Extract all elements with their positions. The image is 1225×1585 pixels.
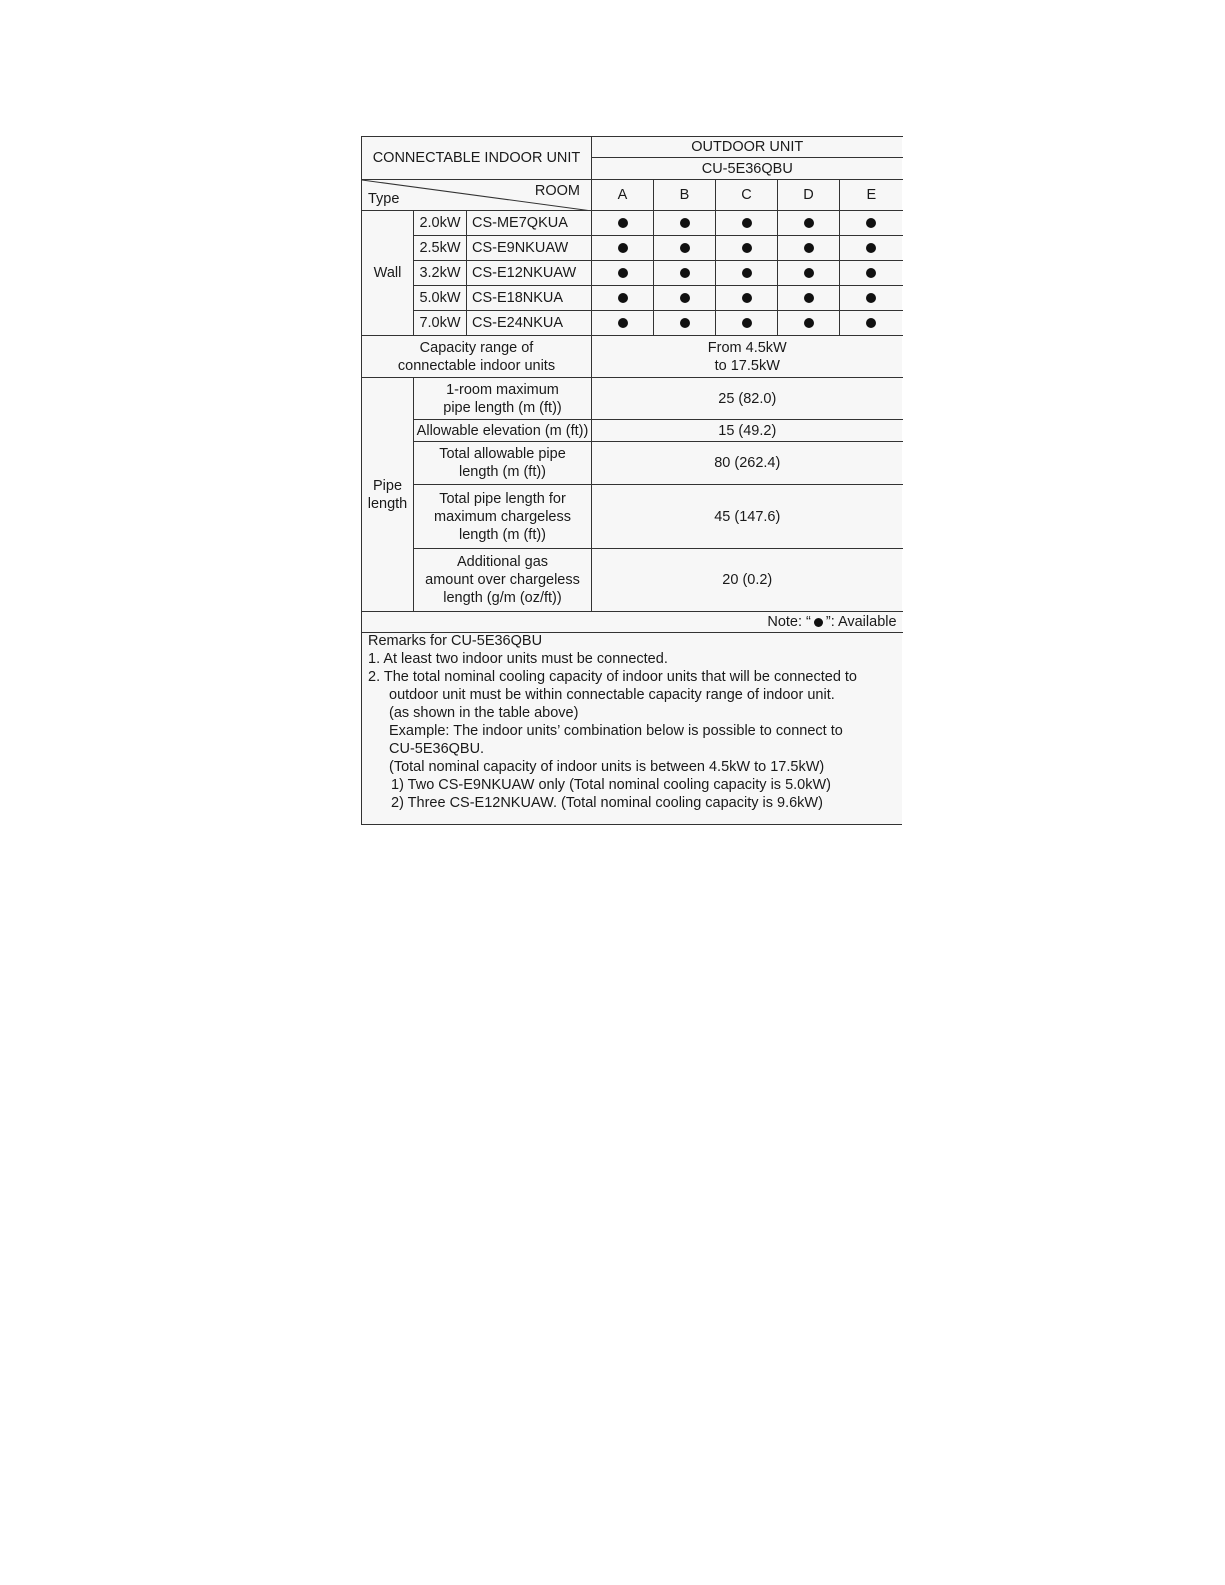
available-dot-icon: [680, 268, 690, 278]
unit-model: CS-E12NKUAW: [467, 261, 592, 286]
available-dot-a: [592, 286, 654, 311]
available-dot-icon: [866, 268, 876, 278]
available-dot-icon: [742, 243, 752, 253]
available-dot-a: [592, 211, 654, 236]
available-dot-icon: [680, 218, 690, 228]
spec-sheet: [361, 136, 902, 825]
type-label: Type: [368, 191, 400, 207]
available-dot-icon: [742, 293, 752, 303]
available-dot-a: [592, 261, 654, 286]
table-row: [362, 261, 903, 286]
capacity-range-value: [592, 336, 903, 378]
unit-capacity: 2.5kW: [414, 236, 467, 261]
pipe-row-label-line: Additional gas: [456, 554, 549, 570]
wall-type-label: Wall: [362, 211, 414, 336]
note-suffix: ”: Available: [825, 614, 897, 630]
unit-capacity: 3.2kW: [414, 261, 467, 286]
available-dot-c: [716, 236, 778, 261]
pipe-length-label-line: length: [367, 495, 408, 512]
pipe-row-value: 20 (0.2): [592, 549, 903, 612]
available-dot-icon: [866, 318, 876, 328]
room-header-b: B: [654, 180, 716, 211]
pipe-row-label-line: Total allowable pipe: [439, 446, 566, 462]
room-header-a: A: [592, 180, 654, 211]
remarks-item-2: 2. The total nominal cooling capacity of indoor units that will be connected to: [368, 669, 857, 685]
available-dot-e: [840, 311, 903, 336]
pipe-row-value: 45 (147.6): [592, 485, 903, 549]
pipe-row: [362, 549, 903, 612]
pipe-row-label-line: amount over chargeless: [425, 572, 580, 588]
capacity-range-label-line: Capacity range of: [419, 339, 534, 356]
capacity-range-label-line: connectable indoor units: [397, 357, 556, 374]
room-header-e: E: [840, 180, 903, 211]
pipe-row-label: [414, 442, 592, 485]
available-dot-b: [654, 261, 716, 286]
available-dot-icon: [866, 243, 876, 253]
table-row: [362, 236, 903, 261]
available-dot-c: [716, 286, 778, 311]
pipe-row-value: 15 (49.2): [592, 420, 903, 442]
available-dot-c: [716, 211, 778, 236]
available-dot-b: [654, 236, 716, 261]
available-dot-icon: [618, 293, 628, 303]
available-dot-icon: [742, 268, 752, 278]
available-dot-icon: [680, 318, 690, 328]
available-dot-icon: [618, 268, 628, 278]
outdoor-model-header: CU-5E36QBU: [592, 158, 903, 180]
unit-model: CS-E9NKUAW: [467, 236, 592, 261]
remarks-example: Example: The indoor units’ combination below is possible to connect to: [389, 723, 843, 739]
unit-capacity: 2.0kW: [414, 211, 467, 236]
unit-capacity: 7.0kW: [414, 311, 467, 336]
available-dot-icon: [814, 618, 823, 627]
pipe-row-value: 25 (82.0): [592, 378, 903, 420]
pipe-row-label-line: Total pipe length for: [439, 490, 566, 507]
available-dot-c: [716, 311, 778, 336]
available-dot-b: [654, 211, 716, 236]
available-dot-icon: [804, 318, 814, 328]
remarks-item-1: 1. At least two indoor units must be connected.: [368, 651, 668, 667]
pipe-row: [362, 442, 903, 485]
available-dot-e: [840, 286, 903, 311]
available-dot-icon: [804, 268, 814, 278]
pipe-row-label-line: pipe length (m (ft)): [443, 399, 562, 416]
available-dot-icon: [742, 218, 752, 228]
pipe-row-label: [414, 378, 592, 420]
room-header-c: C: [716, 180, 778, 211]
room-header-d: D: [778, 180, 840, 211]
table-row: [362, 311, 903, 336]
capacity-range-row: [362, 336, 903, 378]
pipe-row: [362, 378, 903, 420]
unit-model: CS-E24NKUA: [467, 311, 592, 336]
capacity-range-label: [362, 336, 592, 378]
remarks-section: [361, 628, 902, 825]
available-dot-b: [654, 286, 716, 311]
remarks-example-1: 1) Two CS-E9NKUAW only (Total nominal cooling capacity is 5.0kW): [391, 777, 831, 793]
available-dot-a: [592, 236, 654, 261]
available-dot-d: [778, 286, 840, 311]
pipe-row-label-line: length (m (ft)): [458, 526, 546, 543]
available-dot-a: [592, 311, 654, 336]
pipe-row-label-line: maximum chargeless: [434, 508, 571, 525]
unit-model: CS-E18NKUA: [467, 286, 592, 311]
available-dot-e: [840, 261, 903, 286]
remarks-example-line: (Total nominal capacity of indoor units is between 4.5kW to 17.5kW): [389, 759, 825, 775]
available-dot-c: [716, 261, 778, 286]
available-dot-icon: [804, 243, 814, 253]
connectable-units-table: [361, 136, 903, 633]
capacity-range-value-line: From 4.5kW: [707, 339, 787, 356]
available-dot-icon: [680, 293, 690, 303]
available-dot-d: [778, 211, 840, 236]
remarks-example-line: CU-5E36QBU.: [389, 741, 485, 757]
pipe-row-label: [414, 549, 592, 612]
available-dot-icon: [804, 218, 814, 228]
pipe-row: [362, 485, 903, 549]
outdoor-unit-header: OUTDOOR UNIT: [592, 137, 903, 158]
available-dot-icon: [742, 318, 752, 328]
table-row: [362, 286, 903, 311]
pipe-row-value: 80 (262.4): [592, 442, 903, 485]
pipe-row-label: Allowable elevation (m (ft)): [414, 420, 592, 442]
available-dot-d: [778, 311, 840, 336]
available-dot-icon: [618, 318, 628, 328]
remarks-item-2-line: outdoor unit must be within connectable capacity range of indoor unit.: [389, 687, 835, 703]
pipe-row-label-line: length (g/m (oz/ft)): [443, 590, 562, 606]
pipe-length-label: [362, 378, 414, 612]
connectable-indoor-unit-header: CONNECTABLE INDOOR UNIT: [362, 137, 592, 180]
unit-model: CS-ME7QKUA: [467, 211, 592, 236]
pipe-row-label-line: length (m (ft)): [458, 464, 546, 480]
note-prefix: Note: “: [767, 614, 811, 630]
available-dot-e: [840, 236, 903, 261]
pipe-row-label-line: 1-room maximum: [446, 381, 559, 398]
available-dot-d: [778, 236, 840, 261]
remarks-title: Remarks for CU-5E36QBU: [368, 633, 543, 649]
available-dot-icon: [866, 293, 876, 303]
unit-capacity: 5.0kW: [414, 286, 467, 311]
room-label: ROOM: [534, 183, 580, 199]
available-dot-b: [654, 311, 716, 336]
pipe-row-label: [414, 485, 592, 549]
available-dot-e: [840, 211, 903, 236]
available-dot-icon: [804, 293, 814, 303]
remarks-example-2: 2) Three CS-E12NKUAW. (Total nominal cooling capacity is 9.6kW): [391, 795, 823, 811]
table-row: [362, 211, 903, 236]
available-dot-d: [778, 261, 840, 286]
capacity-range-value-line: to 17.5kW: [714, 357, 780, 374]
type-room-diagonal-header: [362, 180, 592, 211]
available-dot-icon: [618, 243, 628, 253]
remarks-item-2-line: (as shown in the table above): [389, 705, 579, 721]
available-dot-icon: [680, 243, 690, 253]
pipe-length-label-line: Pipe: [372, 477, 403, 494]
available-dot-icon: [866, 218, 876, 228]
pipe-row: [362, 420, 903, 442]
available-dot-icon: [618, 218, 628, 228]
